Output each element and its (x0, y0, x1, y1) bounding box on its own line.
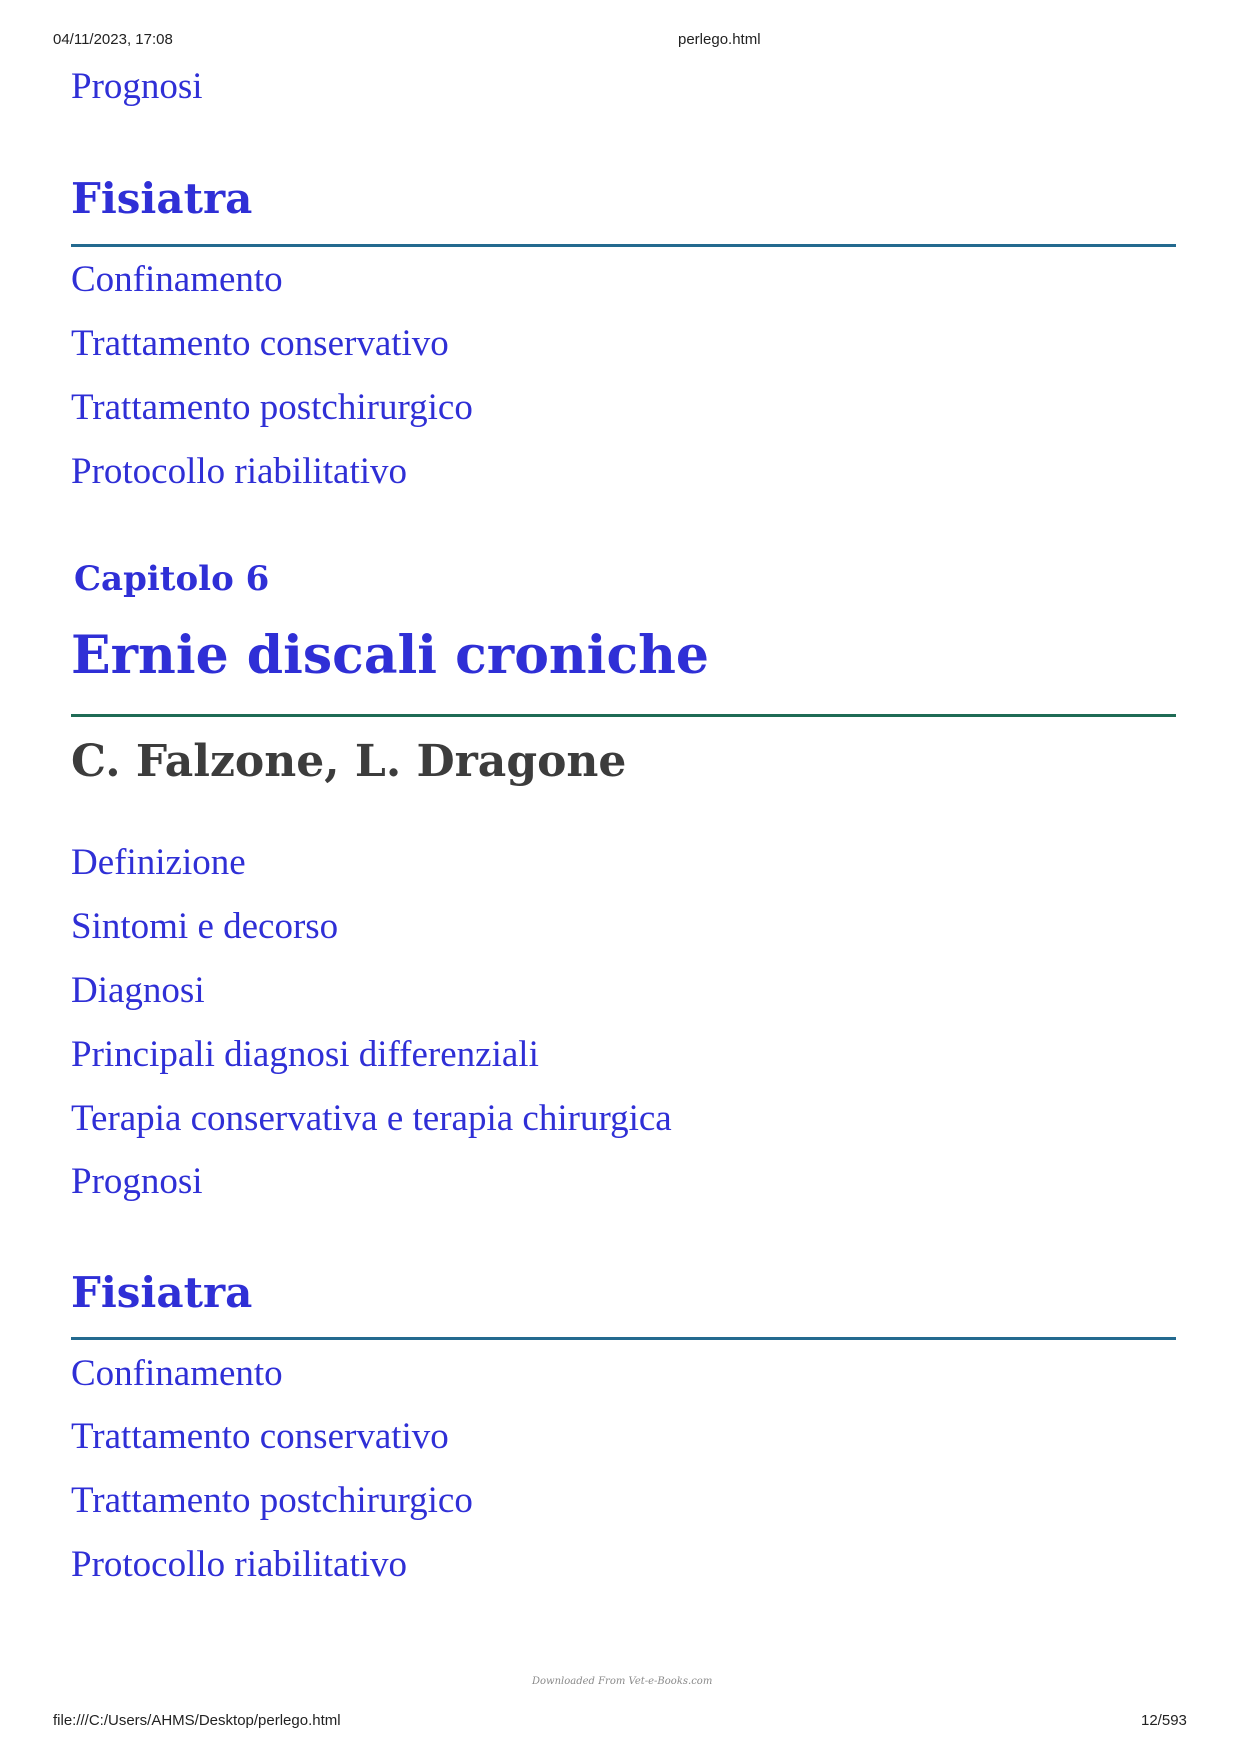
section-divider-1 (71, 244, 1176, 247)
toc-link-protocollo-riabilitativo-2[interactable]: Protocollo riabilitativo (71, 1544, 408, 1585)
toc-link-terapia-conservativa-e-chirurgica[interactable]: Terapia conservativa e terapia chirurgica (71, 1098, 672, 1139)
toc-link-trattamento-conservativo-1[interactable]: Trattamento conservativo (71, 323, 449, 364)
chapter-title: Ernie discali croniche (71, 625, 709, 686)
toc-link-principali-diagnosi-differenziali[interactable]: Principali diagnosi differenziali (71, 1034, 539, 1075)
toc-link-sintomi-e-decorso[interactable]: Sintomi e decorso (71, 906, 339, 947)
chapter-divider (71, 714, 1176, 717)
chapter-label: Capitolo 6 (74, 559, 270, 599)
toc-link-diagnosi[interactable]: Diagnosi (71, 970, 205, 1011)
print-datetime: 04/11/2023, 17:08 (53, 31, 173, 48)
toc-link-trattamento-postchirurgico-1[interactable]: Trattamento postchirurgico (71, 387, 473, 428)
toc-link-definizione[interactable]: Definizione (71, 842, 246, 883)
section-divider-2 (71, 1337, 1176, 1340)
toc-link-protocollo-riabilitativo-1[interactable]: Protocollo riabilitativo (71, 451, 408, 492)
section-heading-fisiatra-2: Fisiatra (71, 1268, 253, 1317)
chapter-authors: C. Falzone, L. Dragone (71, 736, 627, 787)
toc-link-confinamento-1[interactable]: Confinamento (71, 259, 283, 300)
print-page-counter: 12/593 (1141, 1712, 1187, 1729)
download-watermark: Downloaded From Vet-e-Books.com (532, 1676, 713, 1687)
toc-link-confinamento-2[interactable]: Confinamento (71, 1353, 283, 1394)
section-heading-fisiatra-1: Fisiatra (71, 174, 253, 223)
toc-link-trattamento-postchirurgico-2[interactable]: Trattamento postchirurgico (71, 1480, 473, 1521)
print-file-path: file:///C:/Users/AHMS/Desktop/perlego.html (53, 1712, 341, 1729)
toc-link-prognosi-top[interactable]: Prognosi (71, 66, 203, 107)
print-doc-title: perlego.html (678, 31, 761, 48)
toc-link-trattamento-conservativo-2[interactable]: Trattamento conservativo (71, 1416, 449, 1457)
toc-link-prognosi[interactable]: Prognosi (71, 1161, 203, 1202)
